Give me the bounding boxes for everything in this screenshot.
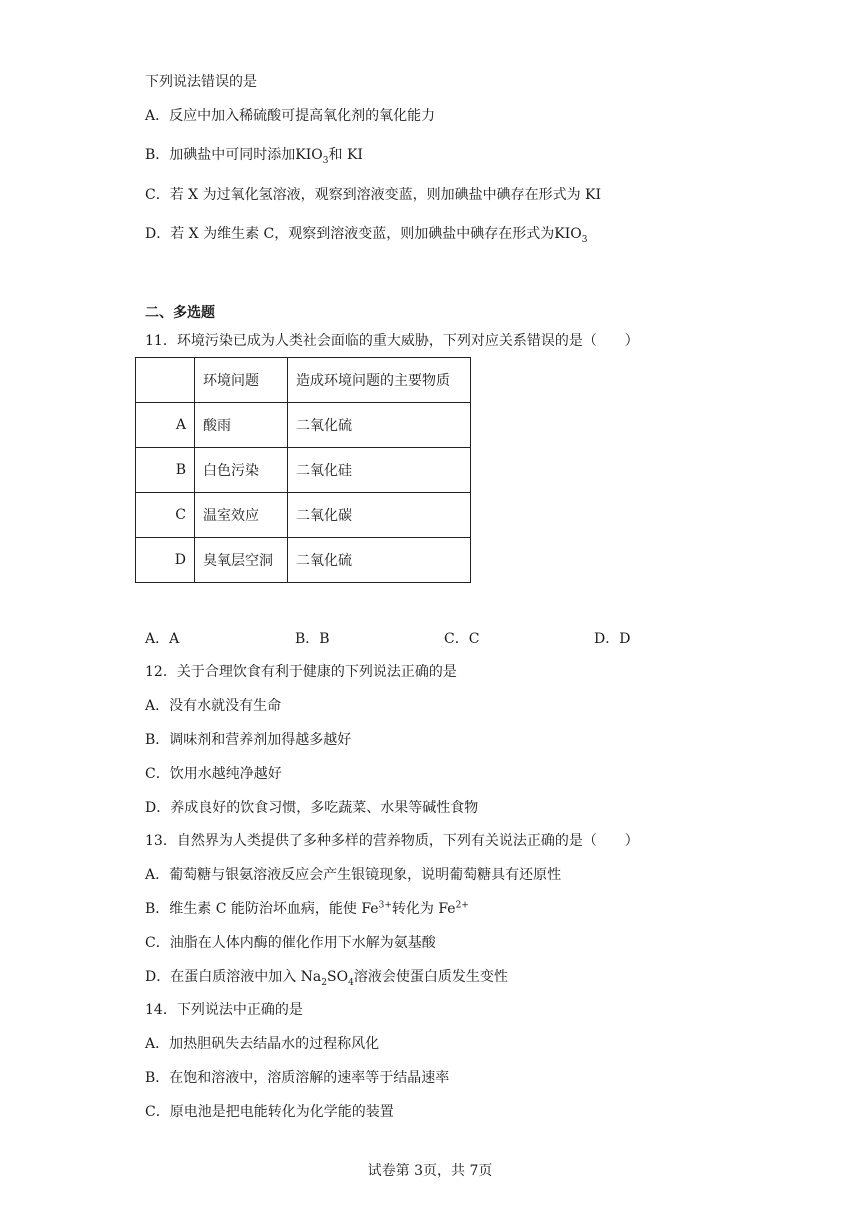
table-cell: 二氧化碳 — [288, 493, 471, 538]
table-cell: B — [136, 448, 195, 493]
q10-option-a: A．反应中加入稀硫酸可提高氧化剂的氧化能力 — [145, 108, 436, 124]
table-row — [136, 403, 471, 448]
q11-option-b: B．B — [295, 631, 330, 647]
table-cell: D — [136, 538, 195, 583]
q12-stem: 12．关于合理饮食有利于健康的下列说法正确的是 — [145, 664, 457, 680]
q14-option-b: B．在饱和溶液中，溶质溶解的速率等于结晶速率 — [145, 1070, 450, 1086]
q13-stem: 13．自然界为人类提供了多种多样的营养物质，下列有关说法正确的是（ ） — [145, 833, 639, 849]
q14-option-c: C．原电池是把电能转化为化学能的装置 — [145, 1104, 394, 1120]
q10-option-d: D．若 X 为维生素 C，观察到溶液变蓝，则加碘盐中碘存在形式为$KIO_3$ — [145, 226, 588, 245]
table-cell: 二氧化硫 — [288, 538, 471, 583]
q11-option-c: C．C — [444, 631, 480, 647]
q12-option-b: B．调味剂和营养剂加得越多越好 — [145, 732, 352, 748]
table-cell: C — [136, 493, 195, 538]
table-cell: A — [136, 403, 195, 448]
section-heading: 二、多选题 — [145, 305, 215, 321]
table-cell: 二氧化硅 — [288, 448, 471, 493]
q13-option-d: D．在蛋白质溶液中加入 $Na_2SO_4$溶液会使蛋白质发生变性 — [145, 969, 508, 988]
q11-option-d: D．D — [594, 631, 631, 647]
table-row — [136, 448, 471, 493]
q13-option-b: B．维生素 C 能防治坏血病，能使 $Fe^{3+}$转化为 $Fe^{2+}$ — [145, 900, 469, 917]
q14-stem: 14．下列说法中正确的是 — [145, 1002, 303, 1018]
table-cell: 造成环境问题的主要物质 — [288, 358, 471, 403]
table-cell: 酸雨 — [195, 403, 288, 448]
table-cell: 白色污染 — [195, 448, 288, 493]
table-header-row — [136, 358, 471, 403]
q12-option-a: A．没有水就没有生命 — [145, 698, 282, 714]
q11-table — [135, 357, 471, 583]
q10-stem: 下列说法错误的是 — [145, 74, 257, 90]
q12-option-c: C．饮用水越纯净越好 — [145, 766, 282, 782]
table-cell: 环境问题 — [195, 358, 288, 403]
q14-option-a: A．加热胆矾失去结晶水的过程称风化 — [145, 1036, 380, 1052]
table-row — [136, 538, 471, 583]
page-footer: 试卷第 3页，共 7页 — [367, 1163, 493, 1179]
q11-option-a: A．A — [145, 631, 180, 647]
table-cell — [136, 358, 195, 403]
q13-option-a: A．葡萄糖与银氨溶液反应会产生银镜现象，说明葡萄糖具有还原性 — [145, 867, 562, 883]
table-row — [136, 493, 471, 538]
table-cell: 二氧化硫 — [288, 403, 471, 448]
q10-option-b: B．加碘盐中可同时添加$KIO_3$和 KI — [145, 147, 363, 166]
q11-stem: 11．环境污染已成为人类社会面临的重大威胁，下列对应关系错误的是（ ） — [145, 333, 639, 349]
table-cell: 温室效应 — [195, 493, 288, 538]
q12-option-d: D．养成良好的饮食习惯，多吃蔬菜、水果等碱性食物 — [145, 800, 479, 816]
table-cell: 臭氧层空洞 — [195, 538, 288, 583]
q10-option-c: C．若 X 为过氧化氢溶液，观察到溶液变蓝，则加碘盐中碘存在形式为 KI — [145, 187, 602, 203]
q13-option-c: C．油脂在人体内酶的催化作用下水解为氨基酸 — [145, 935, 436, 951]
